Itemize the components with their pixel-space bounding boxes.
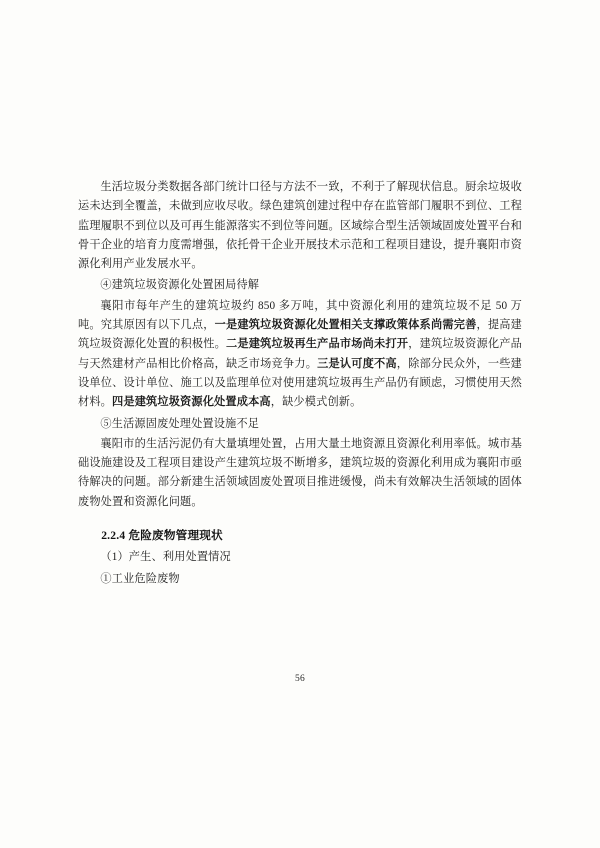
paragraph-2 bbox=[78, 297, 522, 413]
emphasis-text: 二是建筑垃圾再生产品市场尚未打开 bbox=[226, 338, 409, 351]
list-item-heading-5: ⑤生活源固废处理处置设施不足 bbox=[100, 417, 260, 430]
section-subitem-1: （1）产生、利用处置情况 bbox=[100, 551, 231, 564]
body-text: ，提高建筑垃圾资源化处置的积极性。 bbox=[78, 319, 522, 351]
emphasis-text: 一是建筑垃圾资源化处置相关支撑政策体系尚需完善 bbox=[214, 319, 477, 332]
paragraph-3: 襄阳市的生活污泥仍有大量填埋处置，占用大量土地资源且资源化利用率低。城市基础设施建设及工程项目建设产生建筑垃圾不断增多，建筑垃圾的资源化利用成为襄阳市亟待解决的问题。部分新建生活领域固废处置项目推进缓慢，尚未有效解决生活领域的固体废物处置和资源化问题。 bbox=[78, 437, 522, 508]
page-number: 56 bbox=[295, 674, 305, 684]
section-heading: 2.2.4 危险废物管理现状 bbox=[101, 529, 223, 543]
list-item-heading-4: ④建筑垃圾资源化处置困局待解 bbox=[100, 279, 260, 292]
paragraph-1: 生活垃圾分类数据各部门统计口径与方法不一致，不利于了解现状信息。厨余垃圾收运未达到全覆盖，未做到应收尽收。绿色建筑创建过程中存在监管部门履职不到位、工程监理履职不到位以及可再生能源落实不到位等问题。区域综合型生活领域固废处置平台和骨干企业的培育力度需增强，依托骨干企业开展技术示范和工程项目建设，提升襄阳市资源化利用产业发展水平。 bbox=[78, 181, 522, 271]
emphasis-text: 三是认可度不高 bbox=[317, 357, 397, 370]
section-subitem-2: ①工业危险废物 bbox=[100, 572, 180, 585]
body-text: ，建筑垃圾资源化产品与天然建材产品相比价格高，缺乏市场竞争力。 bbox=[78, 338, 522, 370]
body-text: 襄阳市每年产生的建筑垃圾约 850 多万吨，其中资源化利用的建筑垃圾不足 50 万吨。究其原因有以下几点， bbox=[78, 299, 522, 332]
body-text: ，除部分民众外，一些建设单位、设计单位、施工以及监理单位对使用建筑垃圾再生产品仍有顾虑，习惯使用天然材料。 bbox=[78, 357, 522, 409]
emphasis-text: 四是建筑垃圾资源化处置成本高 bbox=[112, 396, 271, 409]
body-text: ，缺少模式创新。 bbox=[270, 396, 362, 409]
